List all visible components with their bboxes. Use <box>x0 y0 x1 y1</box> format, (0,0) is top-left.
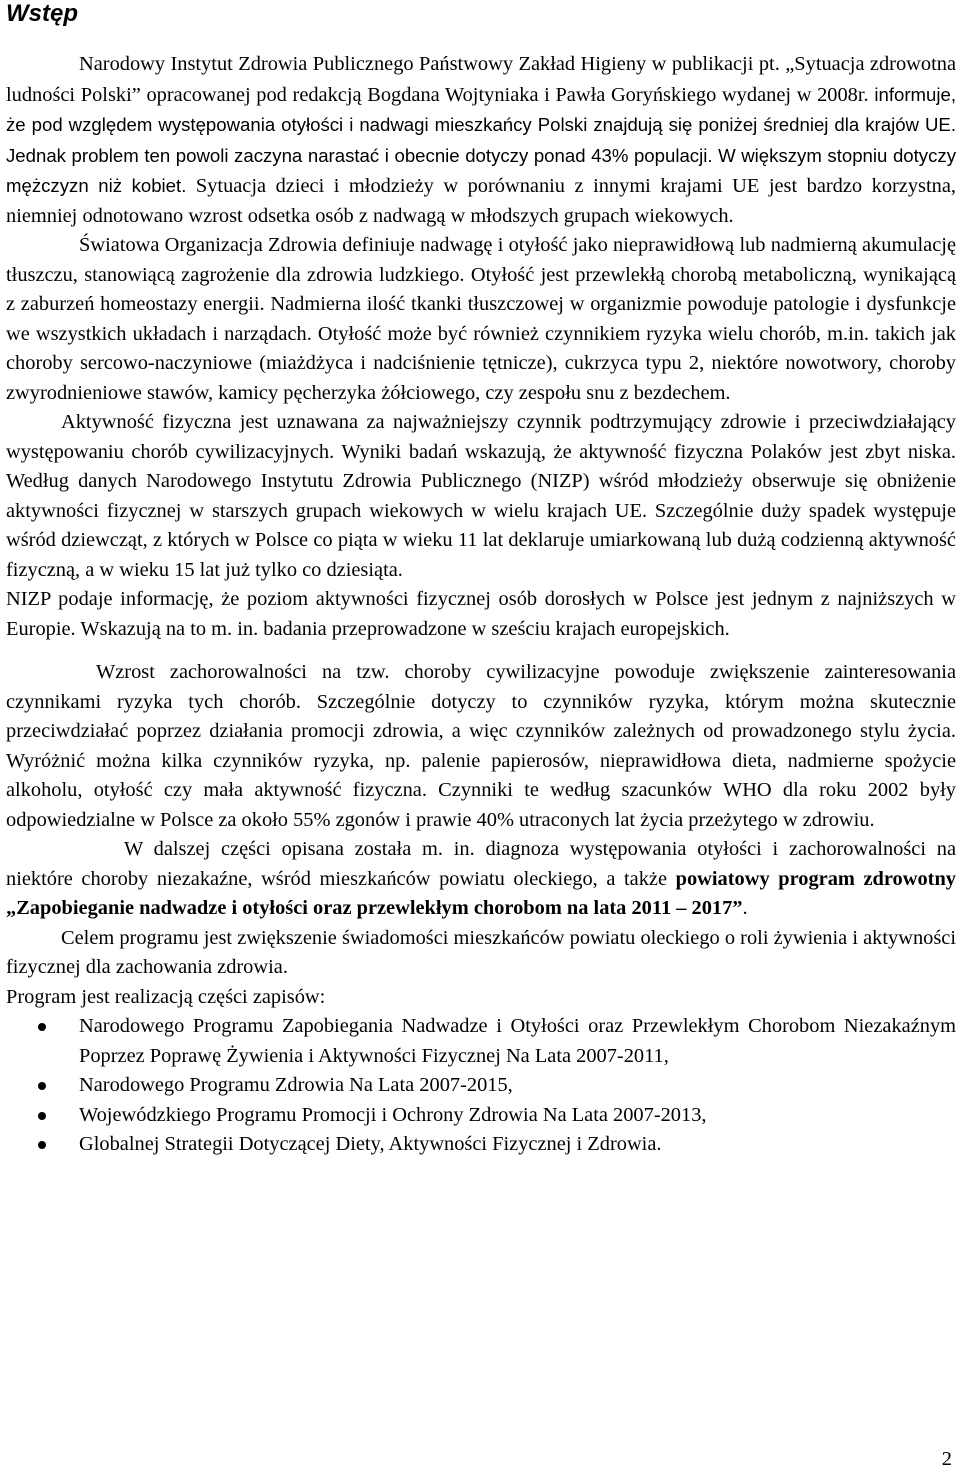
intro-paragraph <box>6 50 956 231</box>
intro-sans-text: informuje, że pod względem występowania otyłości i nadwagi mieszkańcy Polski znajdują się poniżej średniej dla krajów UE. Jednak problem ten powoli zaczyna narastać i obecnie dotyczy ponad 43% populacji. W większym stopniu dotyczy mężczyzn niż kobiet. <box>6 83 956 196</box>
page-number: 2 <box>941 1448 952 1470</box>
list-item: Wojewódzkiego Programu Promocji i Ochrony Zdrowia Na Lata 2007-2013, <box>6 1101 956 1131</box>
list-item: Narodowego Programu Zdrowia Na Lata 2007-2015, <box>6 1071 956 1101</box>
list-item: Globalnej Strategii Dotyczącej Diety, Aktywności Fizycznej i Zdrowia. <box>6 1130 956 1160</box>
section-heading: Wstęp <box>6 0 78 27</box>
goal-paragraph: Celem programu jest zwiększenie świadomości mieszkańców powiatu oleckiego o roli żywienia i aktywności fizycznej dla zachowania zdrowia. <box>6 926 956 978</box>
further-text: W dalszej części opisana została m. in. diagnoza występowania otyłości i zachorowalności na niektóre choroby niezakaźne, wśród mieszkańców powiatu oleckiego, a także <box>6 838 956 890</box>
program-intro: Program jest realizacją części zapisów: <box>6 985 326 1008</box>
list-item: Narodowego Programu Zapobiegania Nadwadze i Otyłości oraz Przewlekłym Chorobom Niezakaźnym Poprzez Poprawę Żywienia i Aktywności Fizycznej Na Lata 2007-2011, <box>6 1012 956 1071</box>
activity-paragraph: Aktywność fizyczna jest uznawana za najważniejszy czynnik podtrzymujący zdrowie i przeciwdziałający występowaniu chorób cywilizacyjnych. Wyniki badań wskazują, że aktywność fizyczna Polaków jest zbyt niska. Według danych Narodowego Instytutu Zdrowia Publicznego (NIZP) wśród młodzieży obserwuje się obniżenie aktywności fizycznej w starszych grupach wiekowych w wielu krajach UE. Szczególnie duży spadek występuje wśród dziewcząt, z których w Polsce co piąta w wieku 11 lat deklaruje umiarkowaną lub dużą codzienną aktywność fizyczną, a w wieku 15 lat już tylko co dziesiąta. <box>6 411 956 581</box>
program-title: powiatowy program zdrowotny „Zapobieganie nadwadze i otyłości oraz przewlekłym chorobom na lata 2011 – 2017” <box>6 867 956 919</box>
further-end: . <box>742 897 748 919</box>
body-text <box>6 50 956 1160</box>
who-paragraph: Światowa Organizacja Zdrowia definiuje nadwagę i otyłość jako nieprawidłową lub nadmierną akumulację tłuszczu, stanowiącą zagrożenie dla zdrowia ludzkiego. Otyłość jest przewlekłą chorobą metaboliczną, wynikającą z zaburzeń homeostazy energii. Nadmierna ilość tkanki tłuszczowej w organizmie powoduje patologie i dysfunkcje we wszystkich układach i narządach. Otyłość może być również czynnikiem ryzyka wielu chorób, m.in. takich jak choroby sercowo-naczyniowe (miażdżyca i nadciśnienie tętnicze), cukrzyca typu 2, niektóre nowotwory, choroby zwyrodnieniowe stawów, kamicy pęcherzyka żółciowego, czy zespołu snu z bezdechem. <box>6 234 956 404</box>
intro-tail-text: Sytuacja dzieci i młodzieży w porównaniu z innymi krajami UE jest bardzo korzystna, niemniej odnotowano wzrost odsetka osób z nadwagą w młodszych grupach wiekowych. <box>6 175 956 227</box>
nizp-paragraph: NIZP podaje informację, że poziom aktywności fizycznej osób dorosłych w Polsce jest jednym z najniższych w Europie. Wskazują na to m. in. badania przeprowadzone w sześciu krajach europejskich. <box>6 588 956 640</box>
program-list <box>6 1012 956 1160</box>
further-paragraph <box>6 835 956 924</box>
risk-paragraph: Wzrost zachorowalności na tzw. choroby cywilizacyjne powoduje zwiększenie zainteresowania czynnikami ryzyka tych chorób. Szczególnie dotyczy to czynników ryzyka, którym można skutecznie przeciwdziałać poprzez działania promocji zdrowia, a więc czynników zależnych od prowadzonego stylu życia. Wyróżnić można kilka czynników ryzyka, np. palenie papierosów, nieprawidłowa dieta, nadmierne spożycie alkoholu, otyłość czy mała aktywność fizyczna. Czynniki te według szacunków WHO dla roku 2002 były odpowiedzialne w Polsce za około 55% zgonów i prawie 40% utraconych lat życia przeżytego w zdrowiu. <box>6 661 956 831</box>
intro-serif-text: Narodowy Instytut Zdrowia Publicznego Państwowy Zakład Higieny w publikacji pt. „Sytuacja zdrowotna ludności Polski” opracowanej pod redakcją Bogdana Wojtyniaka i Pawła Goryńskiego wydanej w 2008r. <box>6 53 956 106</box>
